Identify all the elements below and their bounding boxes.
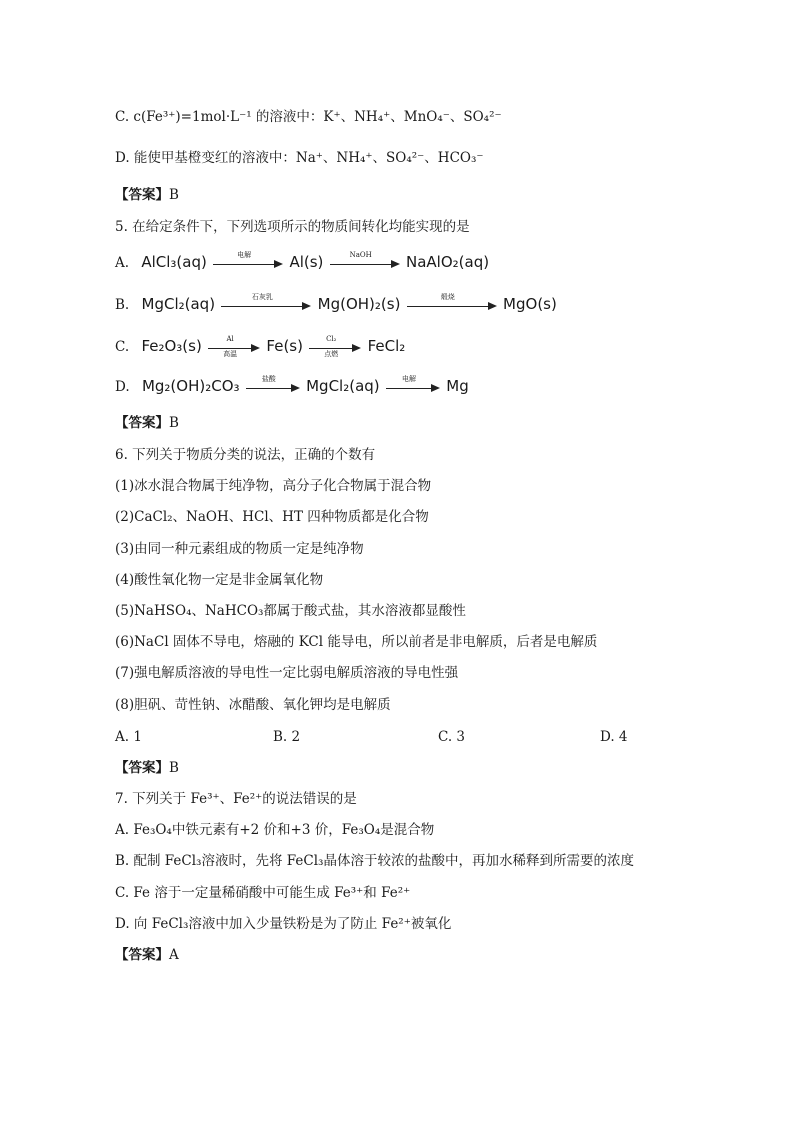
condition: 盐酸 [261,374,276,383]
reaction-arrow [407,292,497,315]
q7-option-a: A. Fe₃O₄中铁元素有+2 价和+3 价，Fe₃O₄是混合物 [115,822,435,838]
reaction-arrow [309,334,361,358]
q5-answer [115,414,179,432]
answer-value: B [169,415,179,431]
condition: 电解 [237,250,252,259]
condition: 煅烧 [440,292,455,301]
q5-stem: 5. 在给定条件下，下列选项所示的物质间转化均能实现的是 [115,219,470,235]
option-label: C. [115,339,130,355]
q7-option-b: B. 配制 FeCl₃溶液时，先将 FeCl₃晶体溶于较浓的盐酸中，再加水稀释到所需要的浓度 [115,853,634,869]
q6-item-6: (6)NaCl 固体不导电，熔融的 KCl 能导电，所以前者是非电解质，后者是电解质 [115,634,598,650]
substance-2: Mg(OH)₂(s) [317,295,401,313]
q6-item-8: (8)胆矾、苛性钠、冰醋酸、氧化钾均是电解质 [115,697,391,713]
q4-answer [115,186,179,204]
option-label: B. [115,297,130,313]
q5-option-a [115,250,490,273]
condition: 高温 [223,349,238,358]
substance-3: Mg [446,377,469,395]
condition: Al [226,334,234,343]
answer-label: 【答案】 [115,187,169,203]
q6-answer [115,759,179,777]
q7-option-c: C. Fe 溶于一定量稀硝酸中可能生成 Fe³⁺和 Fe²⁺ [115,885,411,901]
q4-option-d: D. 能使甲基橙变红的溶液中：Na⁺、NH₄⁺、SO₄²⁻、HCO₃⁻ [115,150,484,166]
q6-option-a: A. 1 [115,729,142,745]
substance-2: Al(s) [289,253,324,271]
substance-1: Mg₂(OH)₂CO₃ [141,377,240,395]
q7-answer [115,946,179,964]
q6-option-d: D. 4 [600,729,628,745]
q7-option-d: D. 向 FeCl₃溶液中加入少量铁粉是为了防止 Fe²⁺被氧化 [115,916,452,932]
substance-3: FeCl₂ [367,337,406,355]
condition: 石灰乳 [251,292,273,301]
q6-option-b: B. 2 [273,729,301,745]
substance-2: MgCl₂(aq) [306,377,380,395]
q6-item-4: (4)酸性氧化物一定是非金属氧化物 [115,572,324,588]
reaction-arrow [246,374,300,397]
q6-item-1: (1)冰水混合物属于纯净物，高分子化合物属于混合物 [115,478,432,494]
condition: Cl₂ [326,334,337,343]
q4-option-c: C. c(Fe³⁺)=1mol·L⁻¹ 的溶液中：K⁺、NH₄⁺、MnO₄⁻、SO₄²⁻ [115,109,502,125]
q6-item-2: (2)CaCl₂、NaOH、HCl、HT 四种物质都是化合物 [115,509,429,525]
q6-stem: 6. 下列关于物质分类的说法，正确的个数有 [115,447,376,463]
substance-1: MgCl₂(aq) [141,295,216,313]
reaction-arrow [213,250,283,273]
answer-value: B [169,187,179,203]
q6-option-c: C. 3 [438,729,466,745]
answer-label: 【答案】 [115,760,169,776]
q6-item-7: (7)强电解质溶液的导电性一定比弱电解质溶液的导电性强 [115,665,459,681]
substance-3: MgO(s) [503,295,557,313]
reaction-arrow [221,292,311,315]
q5-option-d [115,374,469,397]
option-label: A. [115,255,130,271]
reaction-arrow [208,334,260,358]
reaction-arrow [330,250,400,273]
answer-label: 【答案】 [115,415,169,431]
condition: 点燃 [324,349,339,358]
q7-stem: 7. 下列关于 Fe³⁺、Fe²⁺的说法错误的是 [115,791,357,807]
answer-label: 【答案】 [115,947,169,963]
condition: 电解 [401,374,416,383]
option-label: D. [115,379,130,395]
substance-1: Fe₂O₃(s) [141,337,202,355]
q5-option-b [115,292,557,315]
q6-options [115,728,675,746]
q5-option-c [115,334,406,358]
q6-item-3: (3)由同一种元素组成的物质一定是纯净物 [115,541,364,557]
reaction-arrow [386,374,440,397]
q6-item-5: (5)NaHSO₄、NaHCO₃都属于酸式盐，其水溶液都显酸性 [115,603,466,619]
substance-2: Fe(s) [266,337,303,355]
substance-3: NaAlO₂(aq) [406,253,490,271]
condition: NaOH [349,250,372,259]
answer-value: A [169,947,179,963]
answer-value: B [169,760,179,776]
substance-1: AlCl₃(aq) [141,253,207,271]
